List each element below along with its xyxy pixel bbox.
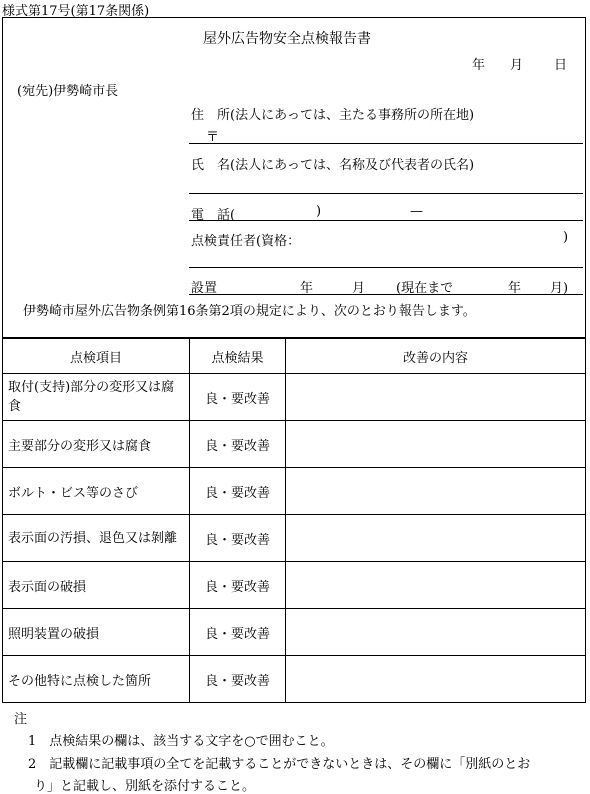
- date-month-label: 月: [510, 58, 524, 73]
- result-cell[interactable]: 良・要改善: [190, 609, 286, 656]
- installed-year: 年: [300, 281, 314, 296]
- detail-cell[interactable]: [286, 515, 586, 562]
- detail-cell[interactable]: [286, 656, 586, 703]
- table-row: [3, 656, 586, 703]
- form-number: 様式第17号(第17条関係): [2, 4, 150, 19]
- until-year: 年: [508, 281, 522, 296]
- item-cell: 表示面の汚損、退色又は剝離: [3, 515, 190, 562]
- detail-cell[interactable]: [286, 562, 586, 609]
- item-cell: ボルト・ビス等のさび: [3, 468, 190, 515]
- date-day-label: 日: [554, 58, 568, 73]
- inspector-close: ): [563, 230, 569, 245]
- notes-heading: 注: [14, 712, 28, 727]
- item-cell: 主要部分の変形又は腐食: [3, 421, 190, 468]
- result-cell[interactable]: 良・要改善: [190, 421, 286, 468]
- header-frame: [2, 17, 586, 338]
- inspector-label: 点検責任者(資格：: [191, 234, 301, 249]
- name-line[interactable]: [189, 193, 583, 194]
- phone-close: ): [316, 204, 322, 219]
- inspection-table: [2, 338, 586, 703]
- phone-line[interactable]: [189, 220, 583, 221]
- note-item: 2 記載欄に記載事項の全てを記載することができないときは、その欄に「別紙のとお: [28, 757, 531, 772]
- report-statement: 伊勢崎市屋外広告物条例第16条第2項の規定により、次のとおり報告します。: [23, 304, 476, 319]
- inspector-line[interactable]: [189, 267, 583, 268]
- address-label: 住 所(法人にあっては、主たる事務所の所在地): [191, 108, 475, 123]
- table-row: [3, 468, 586, 515]
- header-detail: 改善の内容: [286, 339, 586, 374]
- detail-cell[interactable]: [286, 374, 586, 421]
- addressee: (宛先)伊勢崎市長: [17, 84, 119, 99]
- installed-month: 月: [352, 281, 366, 296]
- detail-cell[interactable]: [286, 609, 586, 656]
- document-title: 屋外広告物安全点検報告書: [203, 31, 371, 47]
- note-item: 1 点検結果の欄は、該当する文字を○で囲むこと。: [28, 734, 334, 749]
- until-now-label: (現在まで: [396, 281, 454, 296]
- item-cell: 取付(支持)部分の変形又は腐食: [3, 374, 190, 421]
- detail-cell[interactable]: [286, 421, 586, 468]
- result-cell[interactable]: 良・要改善: [190, 562, 286, 609]
- item-cell: 表示面の破損: [3, 562, 190, 609]
- item-cell: その他特に点検した箇所: [3, 656, 190, 703]
- result-cell[interactable]: 良・要改善: [190, 515, 286, 562]
- header-item: 点検項目: [3, 339, 190, 374]
- table-row: [3, 609, 586, 656]
- item-cell: 照明装置の破損: [3, 609, 190, 656]
- note-item: り」と記載し、別紙を添付すること。: [34, 779, 256, 794]
- table-header-row: [3, 339, 586, 374]
- name-label: 氏 名(法人にあっては、名称及び代表者の氏名): [191, 158, 475, 173]
- postal-mark: 〒: [206, 130, 220, 145]
- result-cell[interactable]: 良・要改善: [190, 374, 286, 421]
- until-month: 月): [550, 281, 569, 296]
- phone-label: 電 話(: [191, 208, 236, 223]
- address-line[interactable]: [189, 143, 583, 144]
- detail-cell[interactable]: [286, 468, 586, 515]
- header-result: 点検結果: [190, 339, 286, 374]
- table-row: [3, 562, 586, 609]
- result-cell[interactable]: 良・要改善: [190, 656, 286, 703]
- phone-dash: —: [410, 204, 423, 219]
- installed-line[interactable]: [189, 294, 583, 295]
- date-year-label: 年: [472, 58, 486, 73]
- installed-label: 設置: [191, 281, 218, 296]
- table-row: [3, 421, 586, 468]
- table-row: [3, 515, 586, 562]
- result-cell[interactable]: 良・要改善: [190, 468, 286, 515]
- table-row: [3, 374, 586, 421]
